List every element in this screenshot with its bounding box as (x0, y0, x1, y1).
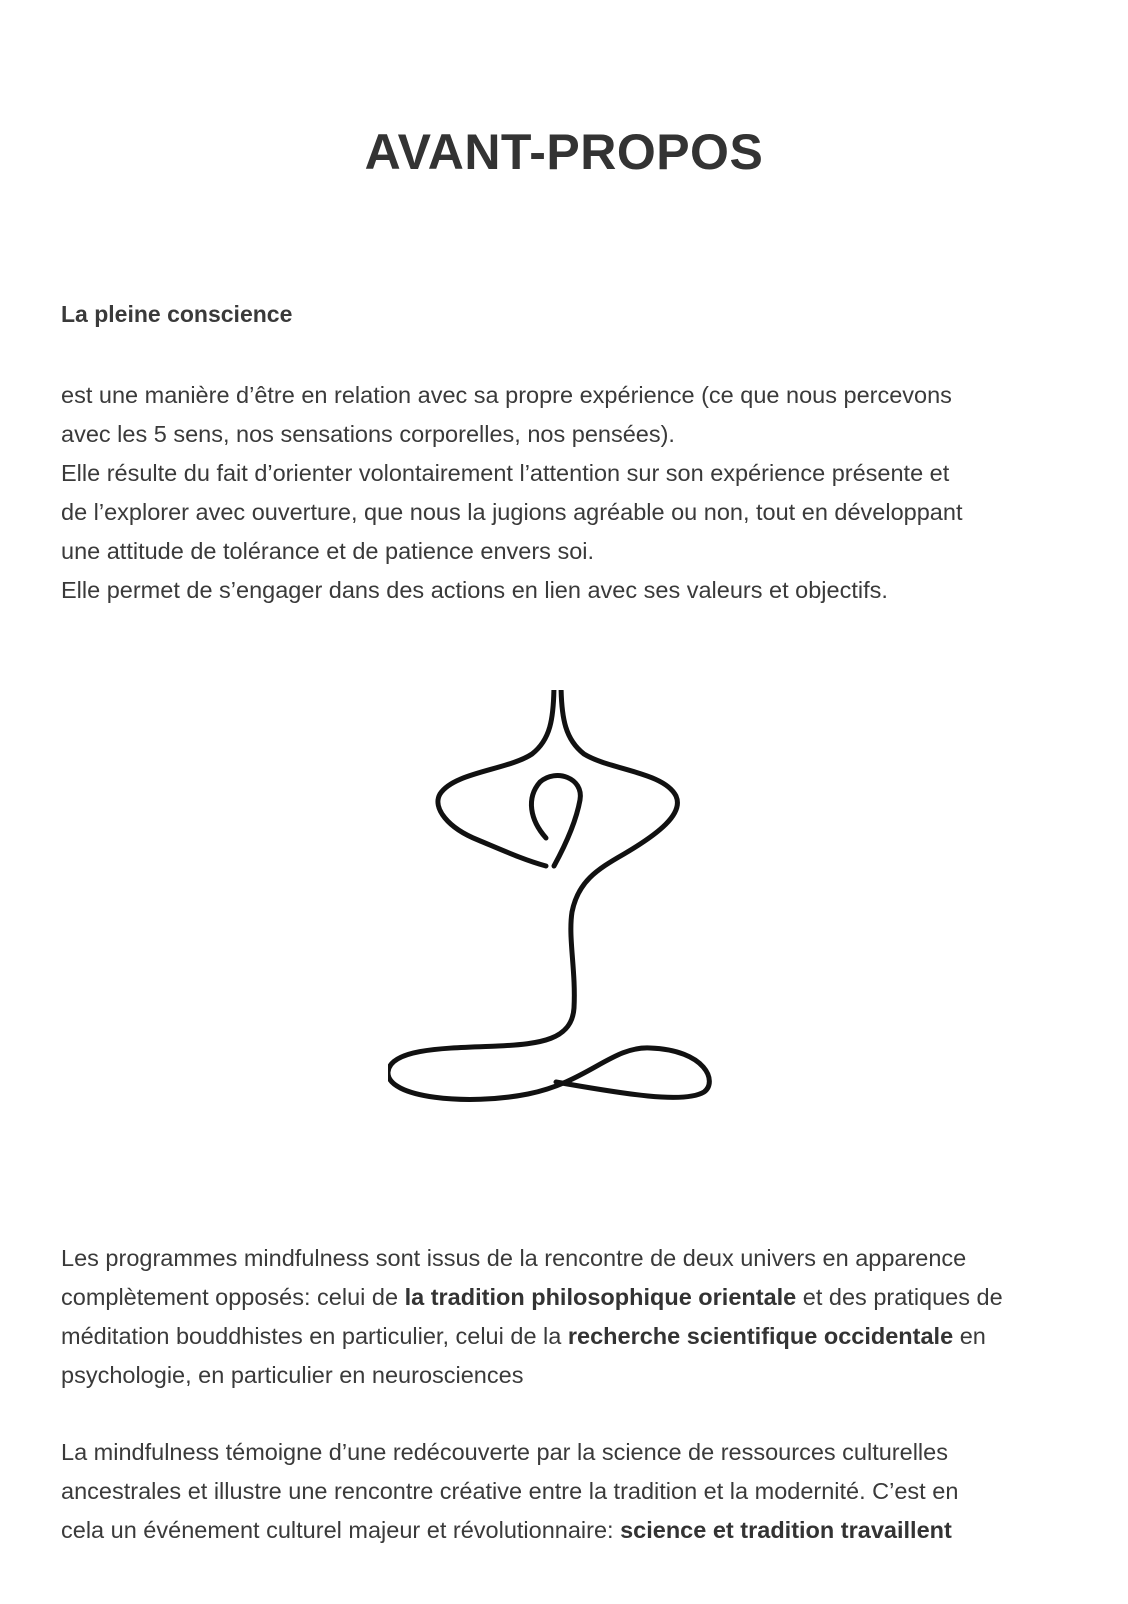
definition-line: Elle résulte du fait d’orienter volontairement l’attention sur son expérience présente et (61, 460, 950, 486)
section-heading: La pleine conscience (61, 301, 293, 327)
programs-line: méditation bouddhistes en particulier, celui de la recherche scientifique occidentale en (61, 1323, 986, 1349)
mindfulness-paragraph (61, 1433, 1071, 1550)
definition-line: Elle permet de s’engager dans des actions en lien avec ses valeurs et objectifs. (61, 577, 888, 603)
programs-line: Les programmes mindfulness sont issus de la rencontre de deux univers en apparence (61, 1245, 967, 1271)
mindfulness-line: La mindfulness témoigne d’une redécouverte par la science de ressources culturelles (61, 1439, 948, 1465)
programs-line: complètement opposés: celui de la tradition philosophique orientale et des pratiques de (61, 1284, 1003, 1310)
bold-phrase: science et tradition travaillent (620, 1517, 952, 1543)
programs-line: psychologie, en particulier en neurosciences (61, 1362, 524, 1388)
definition-line: une attitude de tolérance et de patience envers soi. (61, 538, 595, 564)
definition-line: est une manière d’être en relation avec sa propre expérience (ce que nous percevons (61, 382, 952, 408)
meditation-figure-icon (388, 690, 728, 1140)
mindfulness-line: ancestrales et illustre une rencontre créative entre la tradition et la modernité. C’est en (61, 1478, 959, 1504)
mindfulness-line: cela un événement culturel majeur et révolutionnaire: science et tradition travaillent (61, 1517, 952, 1543)
definition-line: avec les 5 sens, nos sensations corporelles, nos pensées). (61, 421, 675, 447)
definition-paragraph (61, 376, 1071, 610)
bold-phrase: la tradition philosophique orientale (404, 1284, 797, 1310)
programs-paragraph (61, 1239, 1071, 1395)
definition-line: de l’explorer avec ouverture, que nous la jugions agréable ou non, tout en développant (61, 499, 963, 525)
bold-phrase: recherche scientifique occidentale (567, 1323, 954, 1349)
page-title: AVANT-PROPOS (364, 124, 764, 180)
